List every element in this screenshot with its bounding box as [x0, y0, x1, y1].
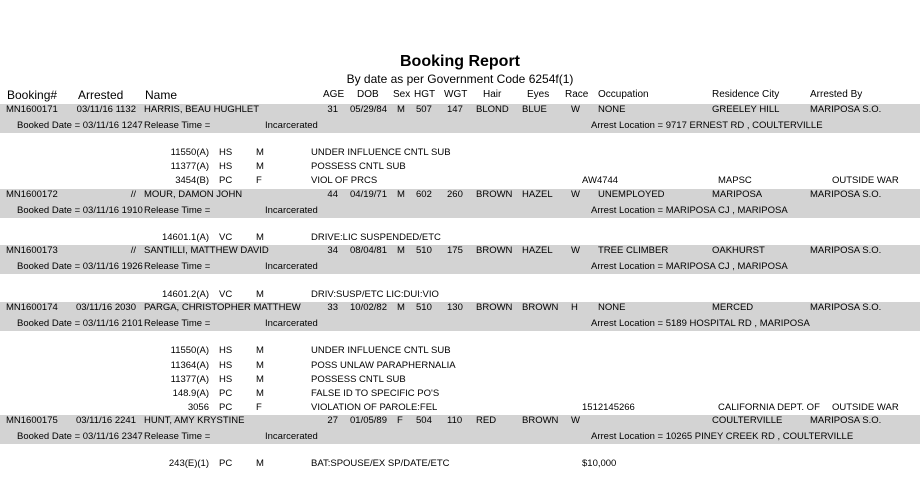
dob: 08/04/81 [350, 245, 387, 256]
booking-number: MN1600171 [6, 104, 58, 115]
col-residence: Residence City [712, 89, 780, 100]
booking-number: MN1600172 [6, 189, 58, 200]
sex: M [397, 189, 405, 200]
eyes: HAZEL [522, 245, 553, 256]
arrested-datetime: 03/11/16 2030 [75, 302, 136, 313]
charge-code: 11550(A) [170, 345, 209, 356]
person-name: MOUR, DAMON JOHN [144, 189, 243, 200]
charge-code: 3056 [187, 402, 209, 413]
weight: 110 [447, 415, 463, 426]
booked-date: Booked Date = 03/11/16 1910 [17, 205, 143, 216]
height: 507 [416, 104, 432, 115]
booked-date: Booked Date = 03/11/16 2101 [17, 318, 143, 329]
weight: 130 [447, 302, 463, 313]
weight: 175 [447, 245, 463, 256]
arrested-datetime: 03/11/16 1132 [76, 104, 136, 115]
dob: 04/19/71 [350, 189, 387, 200]
age: 33 [327, 302, 338, 313]
release-time: Release Time = [144, 205, 211, 216]
charge-type: HS [219, 147, 233, 158]
charge-extra-2: CALIFORNIA DEPT. OF [718, 402, 820, 413]
race: W [571, 415, 580, 426]
arrested-by: MARIPOSA S.O. [810, 189, 882, 200]
charge-level: M [256, 161, 264, 172]
booking-number: MN1600175 [6, 415, 58, 426]
charge-description: DRIV:SUSP/ETC LIC:DUI:VIO [311, 289, 439, 300]
occupation: NONE [598, 302, 626, 313]
age: 27 [327, 415, 338, 426]
charge-code: 11377(A) [170, 374, 209, 385]
charge-description: BAT:SPOUSE/EX SP/DATE/ETC [311, 458, 450, 469]
charge-description: VIOLATION OF PAROLE:FEL [311, 402, 438, 413]
height: 510 [416, 302, 432, 313]
residence-city: MARIPOSA [712, 189, 763, 200]
eyes: BROWN [522, 302, 559, 313]
residence-city: MERCED [712, 302, 754, 313]
eyes: HAZEL [522, 189, 553, 200]
occupation: UNEMPLOYED [598, 189, 665, 200]
charge-level: F [256, 175, 262, 186]
charge-description: POSS UNLAW PARAPHERNALIA [311, 360, 456, 371]
release-time: Release Time = [144, 120, 211, 131]
sex: F [397, 415, 403, 426]
col-booking: Booking# [7, 88, 58, 102]
booked-date: Booked Date = 03/11/16 1926 [17, 261, 143, 272]
charge-type: PC [219, 458, 233, 469]
release-time: Release Time = [144, 318, 211, 329]
person-name: PARGA, CHRISTOPHER MATTHEW [144, 302, 301, 313]
charge-type: HS [219, 161, 233, 172]
arrested-by: MARIPOSA S.O. [810, 302, 882, 313]
col-dob: DOB [357, 89, 379, 100]
col-race: Race [565, 89, 589, 100]
sex: M [397, 302, 405, 313]
col-age: AGE [323, 89, 345, 100]
arrest-location: Arrest Location = 9717 ERNEST RD , COULTERVILLE [591, 120, 823, 131]
charge-level: F [256, 402, 262, 413]
charge-extra-1: 1512145266 [582, 402, 635, 413]
arrest-location: Arrest Location = 10265 PINEY CREEK RD , COULTERVILLE [591, 431, 854, 442]
custody-status: Incarcerated [265, 261, 318, 272]
race: H [571, 302, 578, 313]
charge-description: VIOL OF PRCS [311, 175, 378, 186]
charge-extra-3: OUTSIDE WAR [832, 175, 899, 186]
release-time: Release Time = [144, 261, 211, 272]
arrest-location: Arrest Location = MARIPOSA CJ , MARIPOSA [591, 261, 788, 272]
dob: 10/02/82 [350, 302, 387, 313]
residence-city: GREELEY HILL [712, 104, 780, 115]
col-hgt: HGT [414, 89, 436, 100]
age: 44 [327, 189, 338, 200]
charge-code: 243(E)(1) [168, 458, 209, 469]
arrest-location: Arrest Location = MARIPOSA CJ , MARIPOSA [591, 205, 788, 216]
charge-description: FALSE ID TO SPECIFIC PO'S [311, 388, 440, 399]
age: 31 [327, 104, 338, 115]
race: W [571, 104, 580, 115]
charge-level: M [256, 458, 264, 469]
residence-city: OAKHURST [712, 245, 765, 256]
charge-extra-1: AW4744 [582, 175, 619, 186]
col-wgt: WGT [444, 89, 468, 100]
charge-code: 3454(B) [175, 175, 209, 186]
charge-type: HS [219, 374, 233, 385]
residence-city: COULTERVILLE [712, 415, 783, 426]
report-subtitle: By date as per Government Code 6254f(1) [346, 72, 574, 86]
charge-level: M [256, 147, 264, 158]
charge-description: UNDER INFLUENCE CNTL SUB [311, 147, 451, 158]
charge-code: 11377(A) [170, 161, 209, 172]
person-name: HARRIS, BEAU HUGHLET [144, 104, 260, 115]
hair: BROWN [476, 189, 513, 200]
charge-code: 14601.1(A) [161, 232, 209, 243]
occupation: TREE CLIMBER [598, 245, 669, 256]
weight: 260 [447, 189, 463, 200]
charge-type: PC [219, 175, 233, 186]
charge-description: POSSESS CNTL SUB [311, 374, 406, 385]
sex: M [397, 245, 405, 256]
charge-type: VC [219, 232, 233, 243]
arrested-by: MARIPOSA S.O. [810, 245, 882, 256]
height: 602 [416, 189, 432, 200]
col-arrested-by: Arrested By [810, 89, 863, 100]
charge-level: M [256, 360, 264, 371]
dob: 01/05/89 [350, 415, 387, 426]
hair: BLOND [476, 104, 509, 115]
charge-description: DRIVE:LIC SUSPENDED/ETC [311, 232, 441, 243]
person-name: HUNT, AMY KRYSTINE [144, 415, 245, 426]
col-sex: Sex [393, 89, 411, 100]
col-eyes: Eyes [527, 89, 550, 100]
charge-extra-2: MAPSC [718, 175, 752, 186]
booking-number: MN1600174 [6, 302, 58, 313]
eyes: BLUE [522, 104, 547, 115]
charge-code: 148.9(A) [172, 388, 209, 399]
charge-type: PC [219, 402, 233, 413]
charge-type: HS [219, 360, 233, 371]
custody-status: Incarcerated [265, 205, 318, 216]
col-hair: Hair [483, 89, 502, 100]
charge-type: PC [219, 388, 233, 399]
charge-level: M [256, 232, 264, 243]
charge-code: 11364(A) [170, 360, 209, 371]
charge-level: M [256, 388, 264, 399]
height: 504 [416, 415, 432, 426]
height: 510 [416, 245, 432, 256]
charge-level: M [256, 374, 264, 385]
eyes: BROWN [522, 415, 559, 426]
charge-code: 14601.2(A) [161, 289, 209, 300]
dob: 05/29/84 [350, 104, 387, 115]
arrest-location: Arrest Location = 5189 HOSPITAL RD , MARIPOSA [591, 318, 810, 329]
arrested-datetime: // [130, 245, 136, 256]
custody-status: Incarcerated [265, 431, 318, 442]
release-time: Release Time = [144, 431, 211, 442]
arrested-datetime: 03/11/16 2241 [75, 415, 136, 426]
booked-date: Booked Date = 03/11/16 2347 [17, 431, 143, 442]
sex: M [397, 104, 405, 115]
hair: BROWN [476, 245, 513, 256]
charge-description: POSSESS CNTL SUB [311, 161, 406, 172]
col-name: Name [145, 88, 178, 102]
weight: 147 [447, 104, 463, 115]
col-occupation: Occupation [598, 89, 649, 100]
booked-date: Booked Date = 03/11/16 1247 [17, 120, 143, 131]
charge-description: UNDER INFLUENCE CNTL SUB [311, 345, 451, 356]
charge-extra-1: $10,000 [582, 458, 617, 469]
arrested-by: MARIPOSA S.O. [810, 104, 882, 115]
custody-status: Incarcerated [265, 120, 318, 131]
hair: BROWN [476, 302, 513, 313]
charge-extra-3: OUTSIDE WAR [832, 402, 899, 413]
report-title: Booking Report [400, 53, 520, 70]
booking-number: MN1600173 [6, 245, 58, 256]
arrested-by: MARIPOSA S.O. [810, 415, 882, 426]
col-arrested: Arrested [78, 88, 124, 102]
person-name: SANTILLI, MATTHEW DAVID [144, 245, 269, 256]
charge-level: M [256, 345, 264, 356]
race: W [571, 245, 580, 256]
charge-code: 11550(A) [170, 147, 209, 158]
age: 34 [327, 245, 338, 256]
charge-level: M [256, 289, 264, 300]
race: W [571, 189, 580, 200]
occupation: NONE [598, 104, 626, 115]
custody-status: Incarcerated [265, 318, 318, 329]
arrested-datetime: // [130, 189, 136, 200]
charge-type: HS [219, 345, 233, 356]
charge-type: VC [219, 289, 233, 300]
hair: RED [476, 415, 497, 426]
